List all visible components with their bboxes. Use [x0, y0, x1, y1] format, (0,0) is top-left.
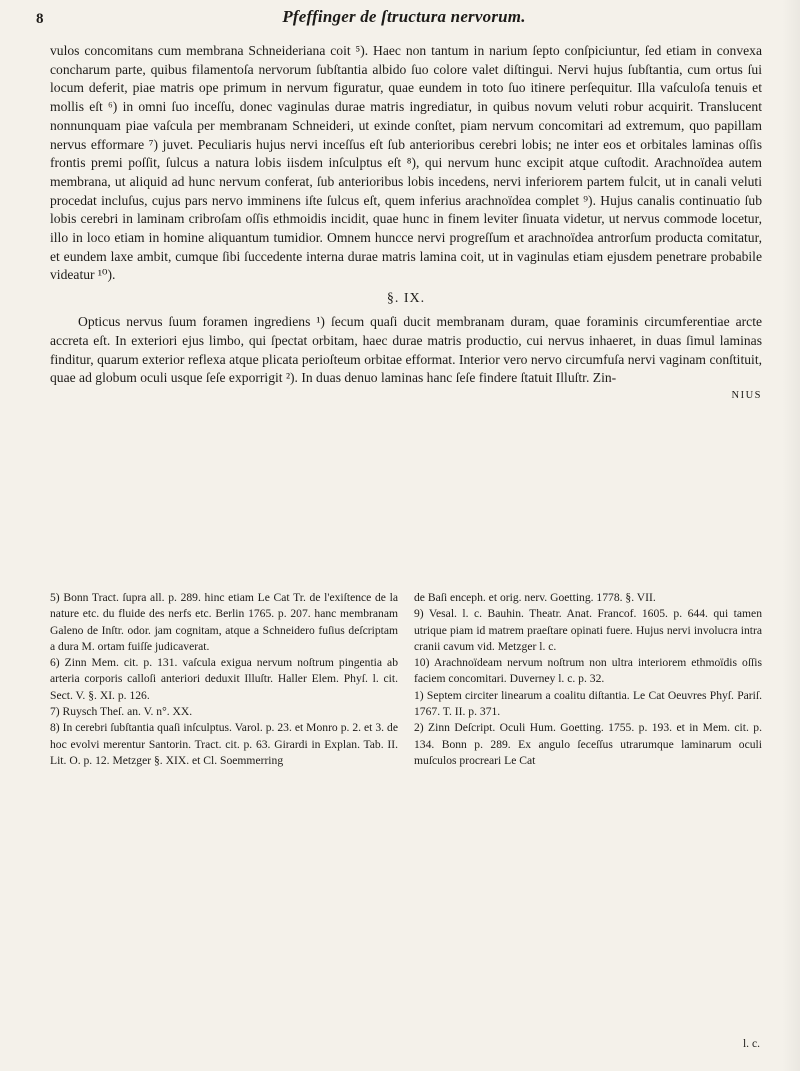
- paragraph-1: vulos concomitans cum membrana Schneideriana coit ⁵). Haec non tantum in narium ſepto conſpiciuntur, ſed etiam in convexa concharum parte, quibus filamentoſa nervorum ſubſtantia albido ſuo colore valet diſtingui. Nervi hujus ſubſtantia, cum ortus ſui locum deferit, piae matris ope primum in nervum figuratur, quae eundem in toto ſuo itinere perſequitur. Illa vaſculoſa tenuis et mollis eſt ⁶) in omni ſuo inceſſu, donec vaginulas durae matris ingrediatur, in quibus novum veluti robur acquirit. Translucent nonnunquam piae vaſcula per membranam Schneideri, ut exinde conſtet, piam nervum concomitari ad extremum, quo papillam nervus efformare ⁷) juvet. Peculiaris hujus nervi inceſſus eſt ſub anterioribus cerebri lobis; ne inter eos et orbitales laminas oſſis frontis premi poſſit, ſulcus a natura lobis iisdem inſculptus eſt ⁸), qui nervum hunc excipit atque cuſtodit. Arachnoïdea autem membrana, ut aliquid ad hunc nervum conferat, ſub anterioribus lobis incedens, nervi inferiorem partem fulcit, ut in canali veluti procedat incluſus, cujus pars nervo imminens iſte ſulcus eſt, quem inferius arachnoïdea complet ⁹). Hujus canalis continuatio ſub lobis cerebri in laminam cribroſam oſſis ethmoidis incidit, quae hunc in finem leviter ſinuata videtur, ut nervus commode locetur, illo in loco etiam in homine aliquantum tumidior. Omnem huncce nervi progreſſum et arachnoïdea antrorſum producta comitatur, et eundem laxe ambit, cumque ſibi ſuccedente interna durae matris lamina coit, ut in vaginulas etiam ejusdem penetrare probabile videatur ¹⁰).: [50, 43, 762, 283]
- footnote: 2) Zinn Deſcript. Oculi Hum. Goetting. 1755. p. 193. et in Mem. cit. p. 134. Bonn p. 289. Ex angulo ſeceſſus utrarumque laminarum oculi muſculos procreari Le Cat: [414, 721, 762, 767]
- paragraph-2: Opticus nervus ſuum foramen ingrediens ¹) ſecum quaſi ducit membranam duram, quae foraminis circumferentiae arcte accreta eſt. In exteriori ejus limbo, qui ſpectat orbitam, haec durae matris productio, cui nervus inhaeret, in duas ſimul laminas finditur, quarum exterior reflexa atque plicata perioſteum orbitae efformat. Interior vero nervo circumfuſa nervi vaginam conſtituit, quae ad globum oculi usque ſeſe exporrigit ²). In duas denuo laminas hanc ſeſe findere ſtatuit Illuſtr. Zin-: [50, 314, 762, 386]
- page-number: 8: [36, 11, 44, 27]
- footnote: de Baſi enceph. et orig. nerv. Goetting. 1778. §. VII.: [414, 591, 656, 604]
- page-header: [34, 7, 774, 37]
- footnotes: [50, 590, 762, 769]
- footnote: 6) Zinn Mem. cit. p. 131. vaſcula exigua nervum noſtrum pingentia ab arteria corporis calloſi anteriori deduxit Illuſtr. Haller Elem. Phyſ. l. cit. Sect. V. §. XI. p. 126.: [50, 656, 398, 702]
- page-edge-shading: [782, 0, 800, 1071]
- catchword-footnotes: l. c.: [742, 1037, 760, 1050]
- footnote: 8) In cerebri ſubſtantia quaſi inſculptus. Varol. p. 23. et Monro p. 2. et 3. de hoc evolvi merentur Santorin. Tract. cit. p. 63. Girardi in Explan. Tab. II. Lit. O. p. 12. Metzger §. XIX. et Cl. Soemmerring: [50, 721, 398, 767]
- footnote: 9) Vesal. l. c. Bauhin. Theatr. Anat. Francof. 1605. p. 644. qui tamen utrique piam id matrem praeſtare opinati fuere. Hujus nervi involucra intra cranii cavum vid. Metzger l. c.: [414, 607, 762, 653]
- running-head: Pfeffinger de ſtructura nervorum.: [282, 7, 526, 26]
- footnote-column-left: [50, 590, 398, 769]
- main-text: [50, 42, 762, 401]
- footnote: 7) Ruysch Theſ. an. V. n°. XX.: [50, 705, 193, 719]
- catchword-main: NIUS: [731, 389, 762, 401]
- section-heading: §. IX.: [386, 291, 426, 307]
- footnote: 10) Arachnoïdeam nervum noſtrum non ultra interiorem ethmoïdis oſſis faciem concomitari. Duverney l. c. p. 32.: [414, 656, 762, 686]
- footnote-column-right: [414, 590, 762, 769]
- footnote: 1) Septem circiter linearum a coalitu diſtantia. Le Cat Oeuvres Phyſ. Pariſ. 1767. T. II. p. 371.: [414, 688, 762, 719]
- footnote: 5) Bonn Tract. ſupra all. p. 289. hinc etiam Le Cat Tr. de l'exiſtence de la nature etc. du fluide des nerfs etc. Berlin 1765. p. 207. hanc membranam Galeno de Inſtr. odor. jam cognitam, atque a Schneidero fuſius deſcriptam a dura M. ortam fuiſſe judicaverat.: [50, 591, 398, 653]
